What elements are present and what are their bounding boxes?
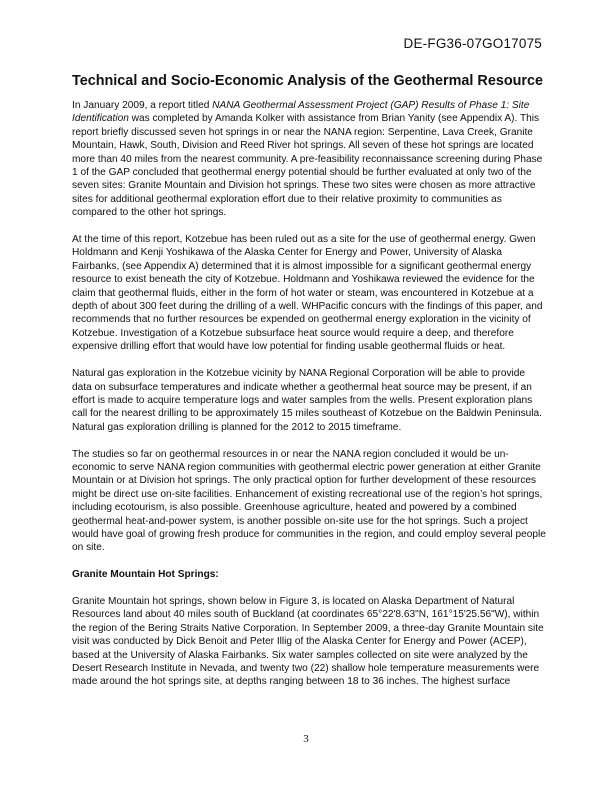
report-title: NANA Geothermal Assessment Project (GAP) Results of Phase 1: Site Identification — [72, 100, 530, 125]
paragraph-kotzebue: At the time of this report, Kotzebue has been ruled out as a site for the use of geothermal energy. Gwen Holdmann and Kenji Yoshikawa of the Alaska Center for Energy and Power, University of Alaska Fairbanks, (see Appendix A) determined that it is almost impossible for a significant geothermal energy resource to exist beneath the city of Kotzebue. Holdmann and Yoshikawa reviewed the evidence for the claim that geothermal fluids, either in the form of hot water or steam, was encountered in Kotzebue at a depth of about 300 feet during the drilling of a well. WHPacific concurs with the findings of this paper, and recommends that no further resources be expended on geothermal energy exploration in the vicinity of Kotzebue. Investigation of a Kotzebue subsurface heat source would require a deep, and therefore expensive drilling effort that would have low potential for finding usable geothermal fluids or heat. — [72, 234, 543, 353]
paragraph-studies: The studies so far on geothermal resources in or near the NANA region concluded it would be un-economic to serve NANA region communities with geothermal electric power generation at either Granite Mountain or at Division hot springs. The only practical option for further development of these resources might be direct use on-site facilities. Enhancement of existing recreational use of the region’s hot springs, including ecotourism, is also possible. Greenhouse agriculture, heated and powered by a combined geothermal heat-and-power system, is another possible on-site use for the hot springs. Such a project would have goal of growing fresh produce for communities in the region, and could employ several people on site. — [72, 448, 546, 554]
subsection-heading-granite-mountain: Granite Mountain Hot Springs: — [72, 569, 219, 581]
paragraph-granite-mountain: Granite Mountain hot springs, shown below in Figure 3, is located on Alaska Department of Natural Resources land about 40 miles south of Buckland (at coordinates 65°22'8.63"N, 161°15'25.56"W), within the region of the Bering Straits Native Corporation. In September 2009, a three-day Granite Mountain site visit was conducted by Dick Benoit and Peter Illig of the Alaska Center for Energy and Power (ACEP), based at the University of Alaska Fairbanks. Six water samples collected on site were analyzed by the Desert Research Institute in Nevada, and twenty two (22) shallow hole temperature measurements were made around the hot springs site, at depths ranging between 18 to 36 inches. The highest surface — [72, 595, 544, 688]
document-id: DE-FG36-07GO17075 — [403, 36, 542, 51]
document-body — [72, 99, 546, 702]
paragraph-text: was completed by Amanda Kolker with assistance from Brian Yanity (see Appendix A). This report briefly discussed seven hot springs in or near the NANA region: Serpentine, Lava Creek, Granite Mountain, Hawk, South, Division and Reed River hot springs. All seven of these hot springs are located more than 40 miles from the nearest community. A pre-feasibility reconnaissance screening during Phase 1 of the GAP concluded that geothermal energy potential should be further evaluated at only two of the seven sites: Granite Mountain and Division hot springs. These two sites were chosen as more attractive sites for additional geothermal exploration effort due to their relative proximity to communities as compared to the other hot springs. — [72, 113, 543, 219]
section-title: Technical and Socio-Economic Analysis of the Geothermal Resource — [72, 73, 544, 89]
paragraph-gap-report — [72, 99, 546, 220]
paragraph-natural-gas: Natural gas exploration in the Kotzebue vicinity by NANA Regional Corporation will be able to provide data on subsurface temperatures and indicate whether a geothermal heat source may be present, if an effort is made to acquire temperature logs and water samples from the wells. Present exploration plans call for the nearest drilling to be approximately 15 miles southeast of Kotzebue on the Baldwin Peninsula. Natural gas exploration drilling is planned for the 2012 to 2015 timeframe. — [72, 368, 542, 433]
page-number: 3 — [303, 733, 309, 745]
paragraph-text: In January 2009, a report titled — [72, 100, 213, 111]
